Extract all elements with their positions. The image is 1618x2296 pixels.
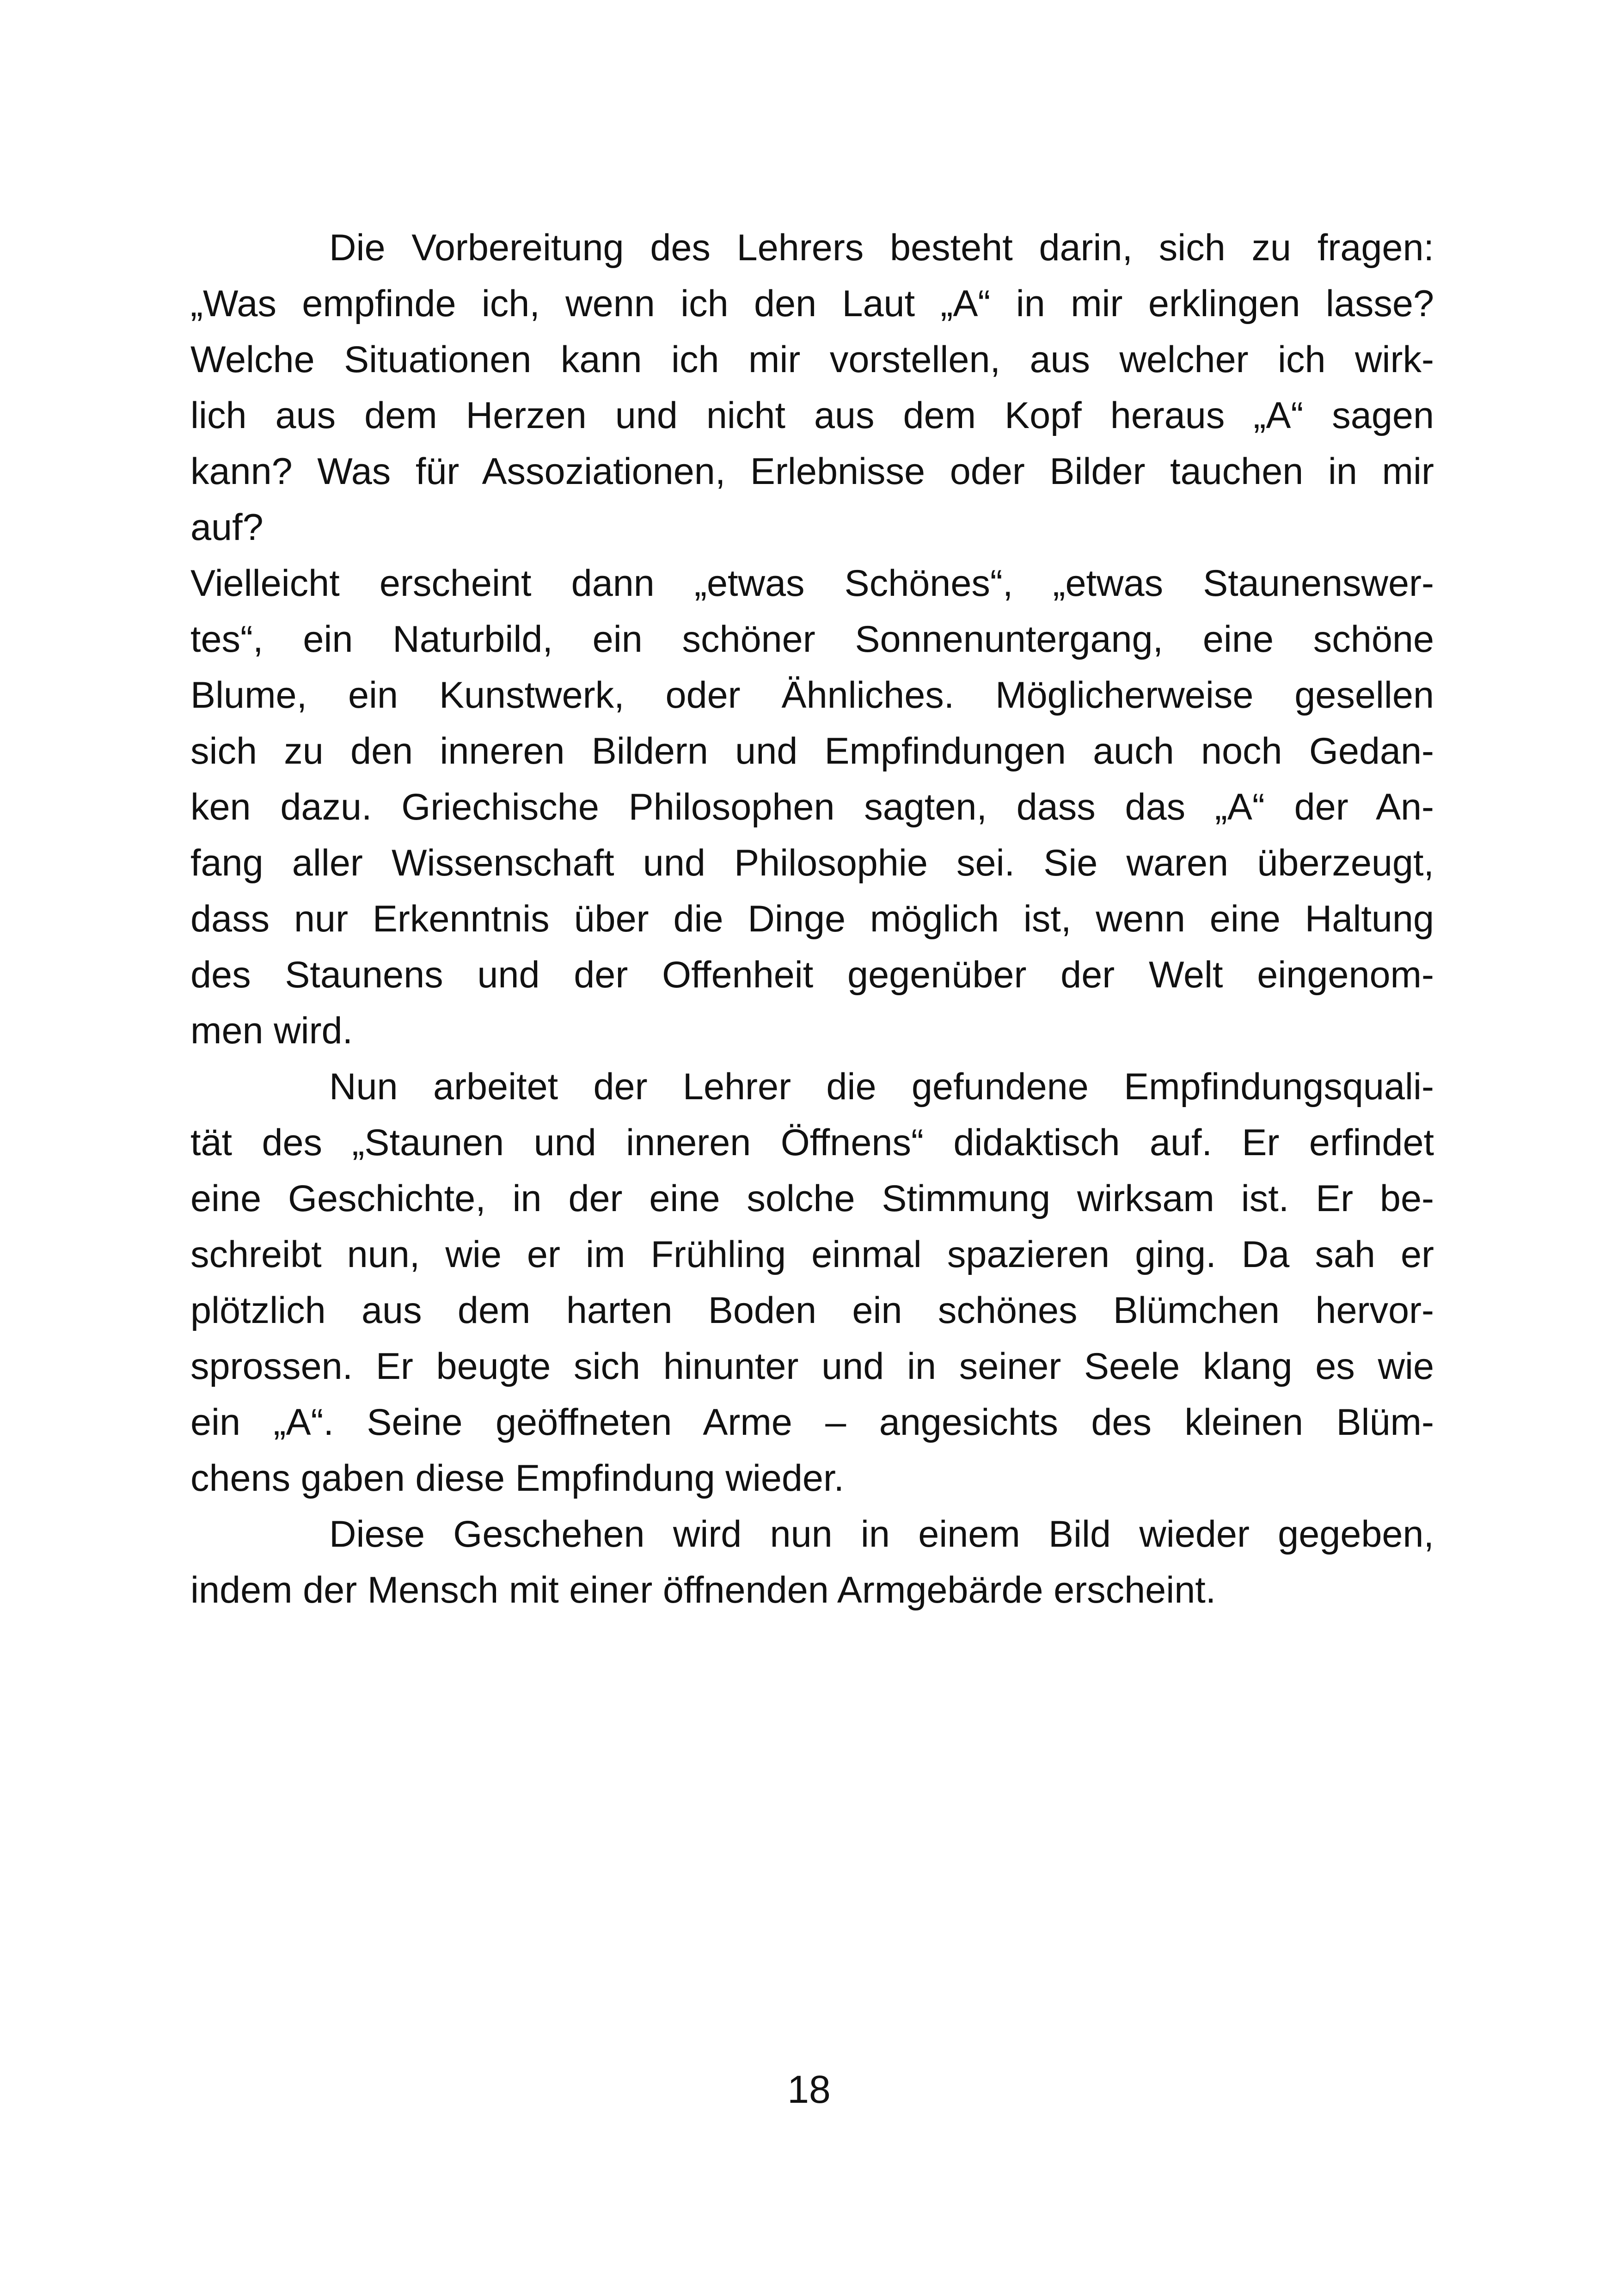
body-text <box>190 220 1434 1618</box>
text-line: Diese Geschehen wird nun in einem Bild wieder gegeben, <box>329 1513 1434 1555</box>
page-number: 18 <box>787 2068 831 2111</box>
text-line: des Staunens und der Offenheit gegenüber der Welt eingenom- <box>190 954 1434 996</box>
text-line: sprossen. Er beugte sich hinunter und in seiner Seele klang es wie <box>190 1346 1434 1387</box>
text-line: fang aller Wissenschaft und Philosophie sei. Sie waren überzeugt, <box>190 842 1434 884</box>
text-line: plötzlich aus dem harten Boden ein schönes Blümchen hervor- <box>190 1290 1434 1331</box>
text-line: dass nur Erkenntnis über die Dinge möglich ist, wenn eine Haltung <box>190 898 1434 940</box>
text-line: tes“, ein Naturbild, ein schöner Sonnenuntergang, eine schöne <box>190 618 1434 660</box>
text-line: ein „A“. Seine geöffneten Arme – angesichts des kleinen Blüm- <box>190 1402 1434 1443</box>
text-line: lich aus dem Herzen und nicht aus dem Kopf heraus „A“ sagen <box>190 395 1434 436</box>
text-line: schreibt nun, wie er im Frühling einmal spazieren ging. Da sah er <box>190 1234 1434 1275</box>
text-line: chens gaben diese Empfindung wieder. <box>190 1457 844 1499</box>
text-line: „Was empfinde ich, wenn ich den Laut „A“ in mir erklingen lasse? <box>190 283 1434 325</box>
text-line: eine Geschichte, in der eine solche Stimmung wirksam ist. Er be- <box>190 1178 1434 1219</box>
text-line: Nun arbeitet der Lehrer die gefundene Empfindungsquali- <box>329 1066 1434 1108</box>
text-line: Welche Situationen kann ich mir vorstellen, aus welcher ich wirk- <box>190 339 1434 380</box>
text-line: Die Vorbereitung des Lehrers besteht darin, sich zu fragen: <box>329 227 1434 269</box>
text-line: men wird. <box>190 1010 353 1052</box>
text-line: auf? <box>190 507 264 548</box>
text-line: kann? Was für Assoziationen, Erlebnisse oder Bilder tauchen in mir <box>190 451 1434 492</box>
text-line: ken dazu. Griechische Philosophen sagten, dass das „A“ der An- <box>190 786 1434 828</box>
text-line: Vielleicht erscheint dann „etwas Schönes“, „etwas Staunenswer- <box>190 563 1434 604</box>
text-line: sich zu den inneren Bildern und Empfindungen auch noch Gedan- <box>190 730 1434 772</box>
text-line: Blume, ein Kunstwerk, oder Ähnliches. Möglicherweise gesellen <box>190 674 1434 716</box>
text-line: tät des „Staunen und inneren Öffnens“ didaktisch auf. Er erfindet <box>190 1122 1434 1163</box>
text-line: indem der Mensch mit einer öffnenden Armgebärde erscheint. <box>190 1569 1216 1611</box>
